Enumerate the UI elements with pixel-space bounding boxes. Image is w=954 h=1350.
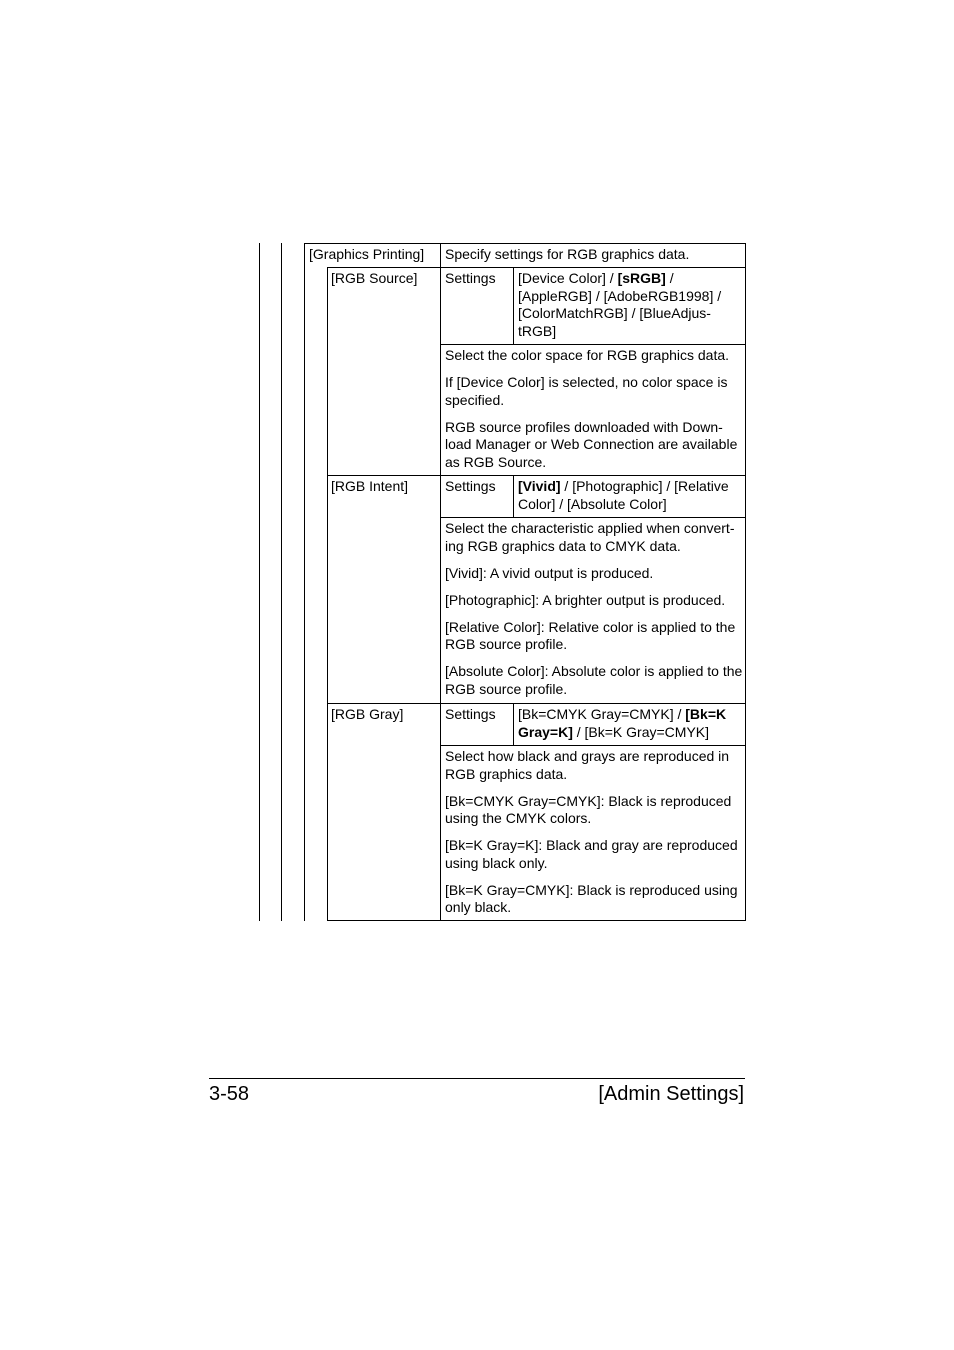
rgb-gray-label: [RGB Gray] (331, 706, 404, 722)
footer-rule (209, 1078, 745, 1079)
rgb-intent-settings-values: [Vivid] / [Photographic] / [Relative Color] / [Absolute Color] (518, 478, 729, 512)
graphics-printing-description: Specify settings for RGB graphics data. (445, 246, 690, 262)
rgb-intent-settings-label: Settings (445, 478, 496, 494)
section-title: [Admin Settings] (598, 1083, 744, 1105)
rgb-source-settings-values: [Device Color] / [sRGB] / [AppleRGB] / [AdobeRGB1998] / [ColorMatchRGB] / [BlueAdjus- tRGB] (518, 270, 722, 339)
rgb-source-settings-label: Settings (445, 270, 496, 286)
table-left-rule-3 (304, 243, 305, 921)
table-left-rule-2 (281, 243, 282, 921)
table-left-rule-1 (259, 243, 260, 921)
rgb-source-description: Select the color space for RGB graphics data. If [Device Color] is selected, no color space is specified. RGB source profiles downloaded with Down-load Manager or Web Connection are available as RGB Source. (445, 347, 738, 470)
rgb-intent-label: [RGB Intent] (331, 478, 409, 494)
rgb-gray-settings-label: Settings (445, 706, 496, 722)
rgb-gray-description: Select how black and grays are reproduced in RGB graphics data. [Bk=CMYK Gray=CMYK]: Black is reproduced using the CMYK colors. [Bk=K Gray=K]: Black and gray are reproduced using black only. [Bk=K Gray=CMYK]: Black is reproduced using only black. (445, 748, 738, 915)
rgb-gray-settings-values: [Bk=CMYK Gray=CMYK] / [Bk=K Gray=K] / [Bk=K Gray=CMYK] (518, 706, 727, 740)
graphics-printing-label: [Graphics Printing] (309, 246, 425, 262)
rgb-source-label: [RGB Source] (331, 270, 418, 286)
page-number: 3-58 (209, 1083, 250, 1105)
rgb-intent-description: Select the characteristic applied when convert-ing RGB graphics data to CMYK data. [Vivid]: A vivid output is produced. [Photographic]: A brighter output is produced. [Relative Color]: Relative color is applied to the RGB source profile. [Absolute Color]: Absolute color is applied to the RGB source profile. (445, 520, 743, 697)
